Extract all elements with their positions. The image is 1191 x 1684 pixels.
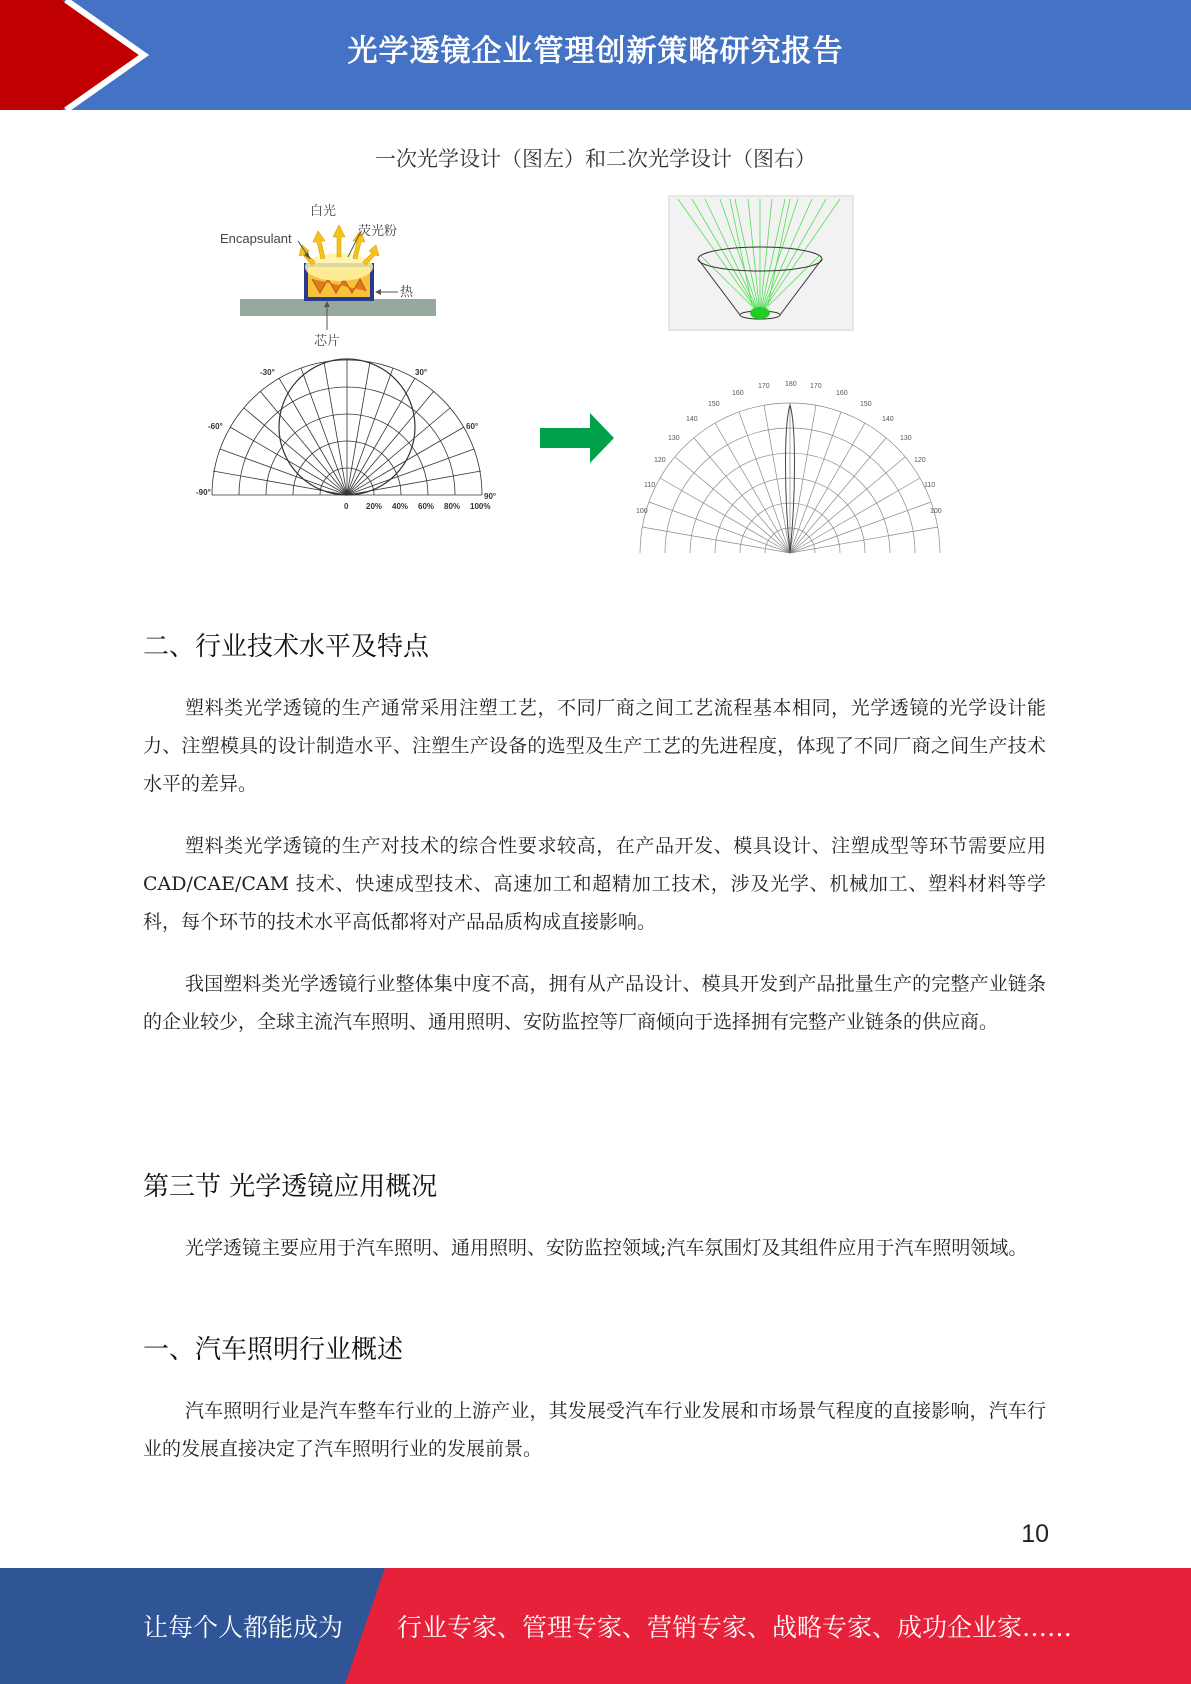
document-title: 光学透镜企业管理创新策略研究报告: [347, 34, 844, 69]
right-polar-angle-label: 150: [708, 401, 720, 408]
right-polar-angle-label: 170: [758, 383, 770, 390]
label-chip: 芯片: [314, 333, 341, 348]
green-arrow-icon: [540, 413, 614, 463]
right-polar-angle-label: 170: [810, 383, 822, 390]
left-polar-angle-label: -30°: [260, 368, 275, 377]
right-polar-angle-label: 140: [882, 416, 894, 423]
left-polar-radial-label: 100%: [470, 502, 491, 511]
section-heading-auto-lighting: 一、汽车照明行业概述: [143, 1335, 404, 1365]
lens-simulation-image: [668, 195, 854, 331]
paragraph: 塑料类光学透镜的生产对技术的综合性要求较高，在产品开发、模具设计、注塑成型等环节需要应用 CAD/CAE/CAM 技术、快速成型技术、高速加工和超精加工技术，涉及光学、机械加工、塑料材料等学科，每个环节的技术水平高低都将对产品品质构成直接影响。: [143, 835, 1046, 933]
right-polar-angle-label: 160: [732, 390, 744, 397]
right-polar-angle-label: 120: [654, 457, 666, 464]
left-polar-radial-label: 0: [344, 502, 349, 511]
right-polar-angle-label: 180: [785, 381, 797, 388]
label-heat: 热: [400, 284, 414, 299]
footer-banner: [0, 1568, 1191, 1684]
page-number: 10: [1021, 1520, 1049, 1548]
left-polar-angle-label: 60°: [466, 422, 479, 431]
section-heading-lens-applications: 第三节 光学透镜应用概况: [143, 1172, 438, 1202]
left-polar-plot: [196, 359, 496, 511]
label-white-light: 白光: [310, 203, 337, 218]
section-heading-tech-level: 二、行业技术水平及特点: [143, 632, 430, 662]
label-phosphor: 荧光粉: [358, 223, 398, 238]
paragraph: 汽车照明行业是汽车整车行业的上游产业，其发展受汽车行业发展和市场景气程度的直接影响，汽车行业的发展直接决定了汽车照明行业的发展前景。: [143, 1400, 1046, 1460]
footer-slogan-right: 行业专家、管理专家、营销专家、战略专家、成功企业家……: [397, 1613, 1073, 1642]
left-polar-angle-label: 90°: [484, 492, 497, 501]
label-encapsulant: Encapsulant: [220, 231, 292, 246]
right-polar-angle-label: 140: [686, 416, 698, 423]
right-polar-angle-label: 130: [900, 435, 912, 442]
paragraph: 塑料类光学透镜的生产通常采用注塑工艺，不同厂商之间工艺流程基本相同，光学透镜的光学设计能力、注塑模具的设计制造水平、注塑生产设备的选型及生产工艺的先进程度，体现了不同厂商之间生产技术水平的差异。: [143, 697, 1046, 795]
right-polar-plot: [636, 381, 942, 553]
right-polar-angle-label: 110: [644, 482, 656, 489]
right-polar-angle-label: 100: [636, 508, 648, 515]
figure-caption: 一次光学设计（图左）和二次光学设计（图右）: [375, 147, 816, 171]
led-package-diagram: [220, 203, 436, 348]
left-polar-angle-label: -90°: [196, 488, 211, 497]
footer-slogan-left: 让每个人都能成为: [143, 1613, 344, 1642]
left-polar-radial-label: 60%: [418, 502, 435, 511]
right-polar-angle-label: 120: [914, 457, 926, 464]
left-polar-angle-label: 30°: [415, 368, 428, 377]
left-polar-radial-label: 40%: [392, 502, 409, 511]
right-polar-angle-label: 110: [924, 482, 936, 489]
right-polar-angle-label: 150: [860, 401, 872, 408]
paragraph: 我国塑料类光学透镜行业整体集中度不高，拥有从产品设计、模具开发到产品批量生产的完整产业链条的企业较少，全球主流汽车照明、通用照明、安防监控等厂商倾向于选择拥有完整产业链条的供应商。: [143, 973, 1046, 1033]
right-polar-angle-label: 130: [668, 435, 680, 442]
left-polar-angle-label: -60°: [208, 422, 223, 431]
right-polar-angle-label: 160: [836, 390, 848, 397]
left-polar-radial-label: 20%: [366, 502, 383, 511]
left-polar-radial-label: 80%: [444, 502, 461, 511]
right-polar-angle-label: 100: [930, 508, 942, 515]
header-bar: [0, 0, 1191, 110]
paragraph: 光学透镜主要应用于汽车照明、通用照明、安防监控领域;汽车氛围灯及其组件应用于汽车照明领域。: [185, 1237, 1028, 1259]
optical-design-figure: [196, 195, 1010, 555]
